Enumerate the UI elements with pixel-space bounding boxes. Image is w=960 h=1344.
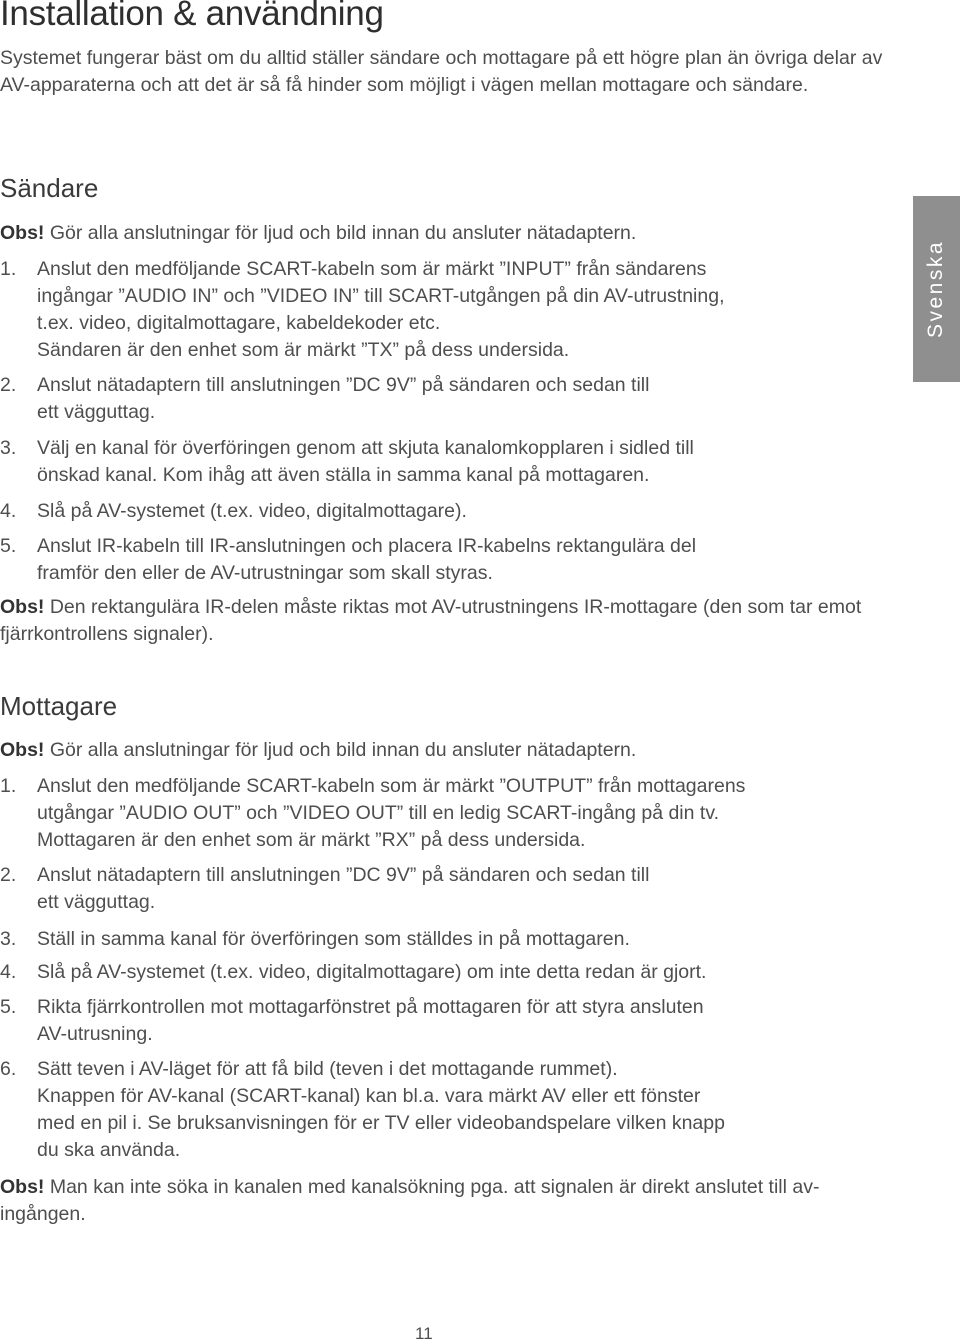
receiver-final-note [0, 1174, 900, 1228]
receiver-step [0, 862, 880, 916]
receiver-note-label: Obs! [0, 739, 45, 761]
sender-step [0, 498, 880, 525]
step-number: 3. [0, 928, 17, 950]
page-number: 11 [415, 1324, 433, 1343]
sender-note-label: Obs! [0, 222, 45, 244]
step-number: 1. [0, 775, 17, 797]
step-text: Sätt teven i AV-läget för att få bild (teven i det mottagande rummet). Knappen för AV-kanal (SCART-kanal) kan bl.a. vara märkt AV eller ett fönster med en pil i. Se bruksanvisningen för er TV eller videobandspelare vilken knapp du ska använda. [37, 1058, 725, 1161]
receiver-heading: Mottagare [0, 691, 118, 721]
step-text: Slå på AV-systemet (t.ex. video, digitalmottagare) om inte detta redan är gjort. [37, 961, 707, 983]
receiver-step [0, 773, 880, 854]
step-number: 4. [0, 961, 17, 983]
intro-paragraph: Systemet fungerar bäst om du alltid ställer sändare och mottagare på ett högre plan än övriga delar av AV-apparaterna och att det är så få hinder som möjligt i vägen mellan mottagare och sändare. [0, 47, 883, 96]
receiver-step [0, 959, 880, 986]
step-number: 5. [0, 535, 17, 557]
step-number: 3. [0, 437, 17, 459]
receiver-note-text: Gör alla anslutningar för ljud och bild innan du ansluter nätadaptern. [44, 739, 637, 761]
step-number: 6. [0, 1058, 17, 1080]
sender-note-text: Gör alla anslutningar för ljud och bild innan du ansluter nätadaptern. [44, 222, 637, 244]
language-tab [913, 196, 960, 382]
step-number: 2. [0, 374, 17, 396]
receiver-final-note-text: Man kan inte söka in kanalen med kanalsökning pga. att signalen är direkt anslutet till av-ingången. [0, 1176, 820, 1225]
sender-heading: Sändare [0, 173, 99, 203]
step-text: Anslut den medföljande SCART-kabeln som är märkt ”OUTPUT” från mottagarens utgångar ”AUDIO OUT” och ”VIDEO OUT” till en ledig SCART-ingång på din tv. Mottagaren är den enhet som är märkt ”RX” på dess undersida. [37, 775, 746, 851]
language-tab-label: Svenska [924, 239, 948, 339]
step-number: 2. [0, 864, 17, 886]
step-text: Rikta fjärrkontrollen mot mottagarfönstret på mottagaren för att styra ansluten AV-utrusning. [37, 996, 704, 1045]
step-text: Anslut nätadaptern till anslutningen ”DC 9V” på sändaren och sedan till ett vägguttag. [37, 374, 650, 423]
step-text: Slå på AV-systemet (t.ex. video, digitalmottagare). [37, 500, 467, 522]
step-text: Anslut nätadaptern till anslutningen ”DC 9V” på sändaren och sedan till ett vägguttag. [37, 864, 650, 913]
receiver-step [0, 926, 880, 953]
step-text: Ställ in samma kanal för överföringen som ställdes in på mottagaren. [37, 928, 630, 950]
sender-step [0, 256, 880, 364]
sender-note [0, 220, 900, 247]
sender-step [0, 435, 880, 489]
sender-final-note [0, 594, 900, 648]
sender-final-note-label: Obs! [0, 596, 45, 618]
receiver-step [0, 1056, 880, 1164]
step-text: Anslut den medföljande SCART-kabeln som är märkt ”INPUT” från sändarens ingångar ”AUDIO IN” och ”VIDEO IN” till SCART-utgången på din AV-utrustning, t.ex. video, digitalmottagare, kabeldekoder etc. Sändaren är den enhet som är märkt ”TX” på dess undersida. [37, 258, 725, 361]
sender-final-note-text: Den rektangulära IR-delen måste riktas mot AV-utrustningens IR-mottagare (den som tar emot fjärrkontrollens signaler). [0, 596, 862, 645]
step-text: Anslut IR-kabeln till IR-anslutningen och placera IR-kabelns rektangulära del framför den eller de AV-utrustningar som skall styras. [37, 535, 697, 584]
sender-step [0, 372, 880, 426]
page-title: Installation & användning [0, 0, 384, 33]
receiver-note [0, 737, 900, 764]
step-number: 1. [0, 258, 17, 280]
step-text: Välj en kanal för överföringen genom att skjuta kanalomkopplaren i sidled till önskad kanal. Kom ihåg att även ställa in samma kanal på mottagaren. [37, 437, 694, 486]
sender-step [0, 533, 880, 587]
step-number: 5. [0, 996, 17, 1018]
receiver-final-note-label: Obs! [0, 1176, 45, 1198]
receiver-step [0, 994, 880, 1048]
step-number: 4. [0, 500, 17, 522]
